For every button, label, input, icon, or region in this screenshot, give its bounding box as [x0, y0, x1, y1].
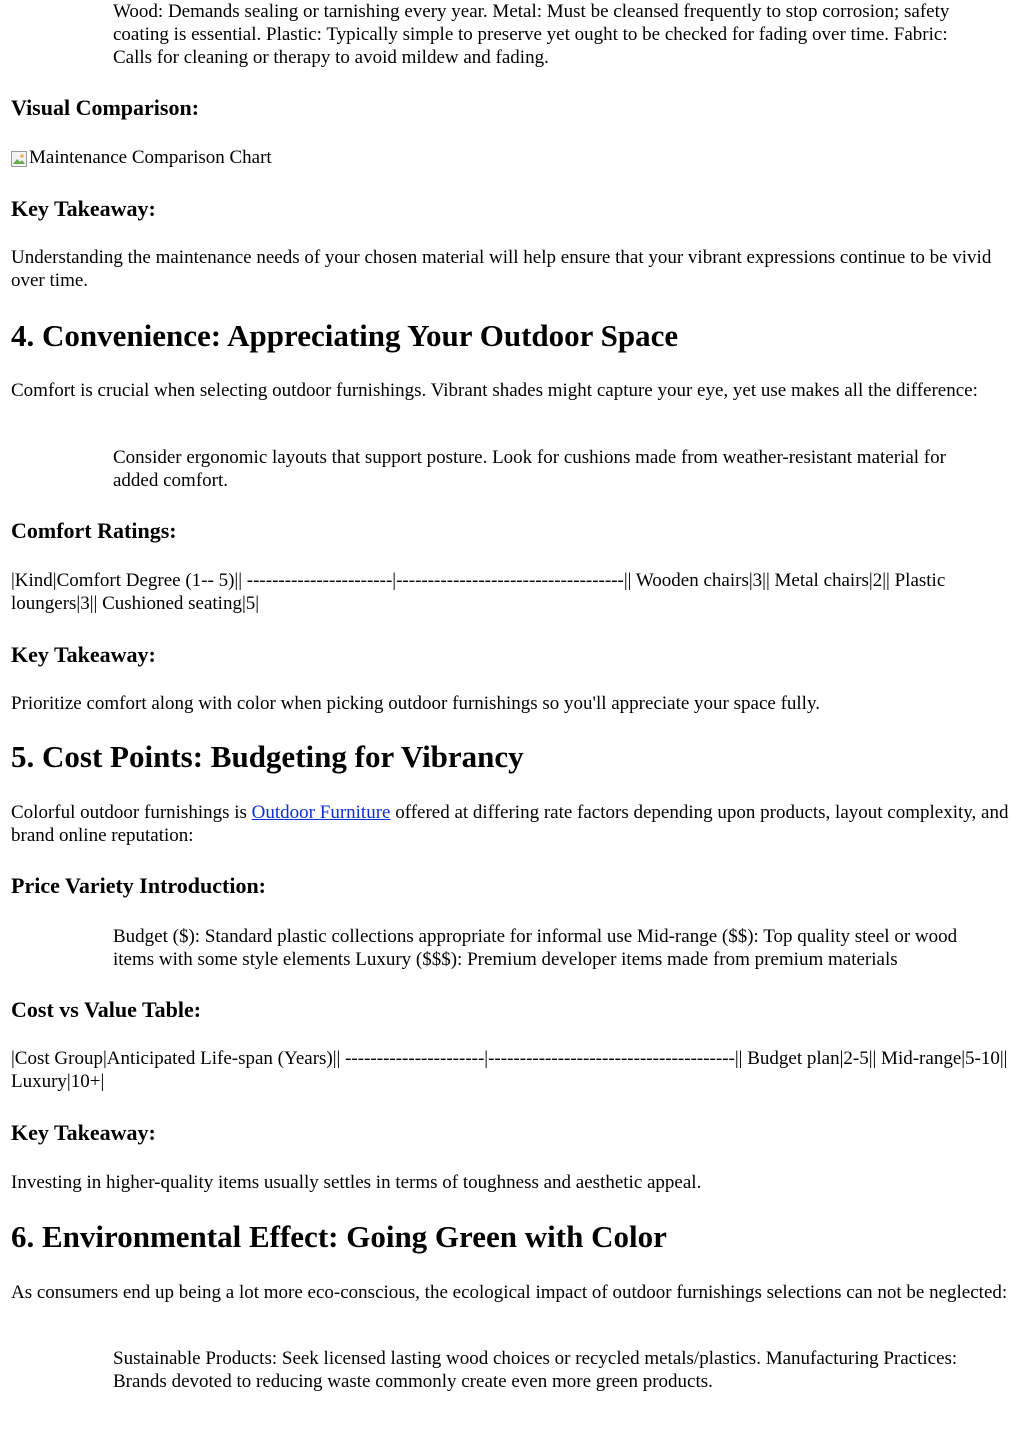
cost-value-heading: Cost vs Value Table: [11, 997, 202, 1022]
maintenance-chart-image [11, 146, 1015, 169]
maintenance-list-text: Wood: Demands sealing or tarnishing every year. Metal: Must be cleansed frequently to stop corrosion; safety coating is essential. Plastic: Typically simple to preserve yet ought to be checked for fading over time. Fabric: Calls for cleaning or therapy to avoid mildew and fading. [113, 1, 950, 68]
section-4-list-text: Consider ergonomic layouts that support posture. Look for cushions made from weather-resistant material for added comfort. [113, 447, 946, 491]
section-6-list-text: Sustainable Products: Seek licensed lasting wood choices or recycled metals/plastics. Manufacturing Practices: Brands devoted to reducing waste commonly create even more green products. [113, 1348, 958, 1392]
section-6-list [62, 1347, 985, 1393]
key-takeaway-text: Prioritize comfort along with color when picking outdoor furnishings so you'll appreciate your space fully. [11, 693, 820, 714]
key-takeaway-heading: Key Takeaway: [11, 1120, 156, 1145]
price-variety-heading: Price Variety Introduction: [11, 873, 267, 898]
key-takeaway-heading: Key Takeaway: [11, 196, 156, 221]
section-6-heading: 6. Environmental Effect: Going Green with Color [11, 1219, 667, 1254]
section-5-intro [11, 801, 1015, 847]
price-variety-list-text: Budget ($): Standard plastic collections appropriate for informal use Mid-range ($$): Top quality steel or wood items with some style elements Luxury ($$$): Premium developer items made from premium materials [113, 926, 958, 970]
section-4-list [62, 446, 985, 492]
section-4-intro: Comfort is crucial when selecting outdoor furnishings. Vibrant shades might capture your eye, yet use makes all the difference: [11, 380, 978, 401]
section-6-intro: As consumers end up being a lot more eco-conscious, the ecological impact of outdoor furnishings selections can not be neglected: [11, 1282, 1008, 1303]
key-takeaway-text: Understanding the maintenance needs of your chosen material will help ensure that your vibrant expressions continue to be vivid over time. [11, 247, 992, 291]
cost-value-table-text: |Cost Group|Anticipated Life-span (Years)|| ----------------------|---------------------------------------|| Budget plan|2-5|| Mid-range|5-10|| Luxury|10+| [11, 1048, 1008, 1092]
key-takeaway-heading: Key Takeaway: [11, 642, 156, 667]
section-5-intro-before: Colorful outdoor furnishings is [11, 802, 252, 823]
broken-image-icon [11, 150, 27, 166]
key-takeaway-text: Investing in higher-quality items usually settles in terms of toughness and aesthetic appeal. [11, 1172, 702, 1193]
section-5-heading: 5. Cost Points: Budgeting for Vibrancy [11, 739, 524, 774]
comfort-ratings-table-text: |Kind|Comfort Degree (1-- 5)|| -----------------------|------------------------------------|| Wooden chairs|3|| Metal chairs|2|| Plastic loungers|3|| Cushioned seating|5| [11, 570, 946, 614]
section-4-heading: 4. Convenience: Appreciating Your Outdoor Space [11, 318, 679, 353]
outdoor-furniture-link[interactable]: Outdoor Furniture [251, 802, 391, 823]
chart-image-alt-text: Maintenance Comparison Chart [29, 147, 272, 168]
comfort-ratings-heading: Comfort Ratings: [11, 518, 177, 543]
maintenance-list [62, 0, 985, 69]
section-5-intro-after: offered at differing rate factors depending upon products, layout complexity, and brand online reputation: [11, 802, 1009, 846]
price-variety-list [62, 925, 985, 971]
visual-comparison-heading: Visual Comparison: [11, 95, 200, 120]
